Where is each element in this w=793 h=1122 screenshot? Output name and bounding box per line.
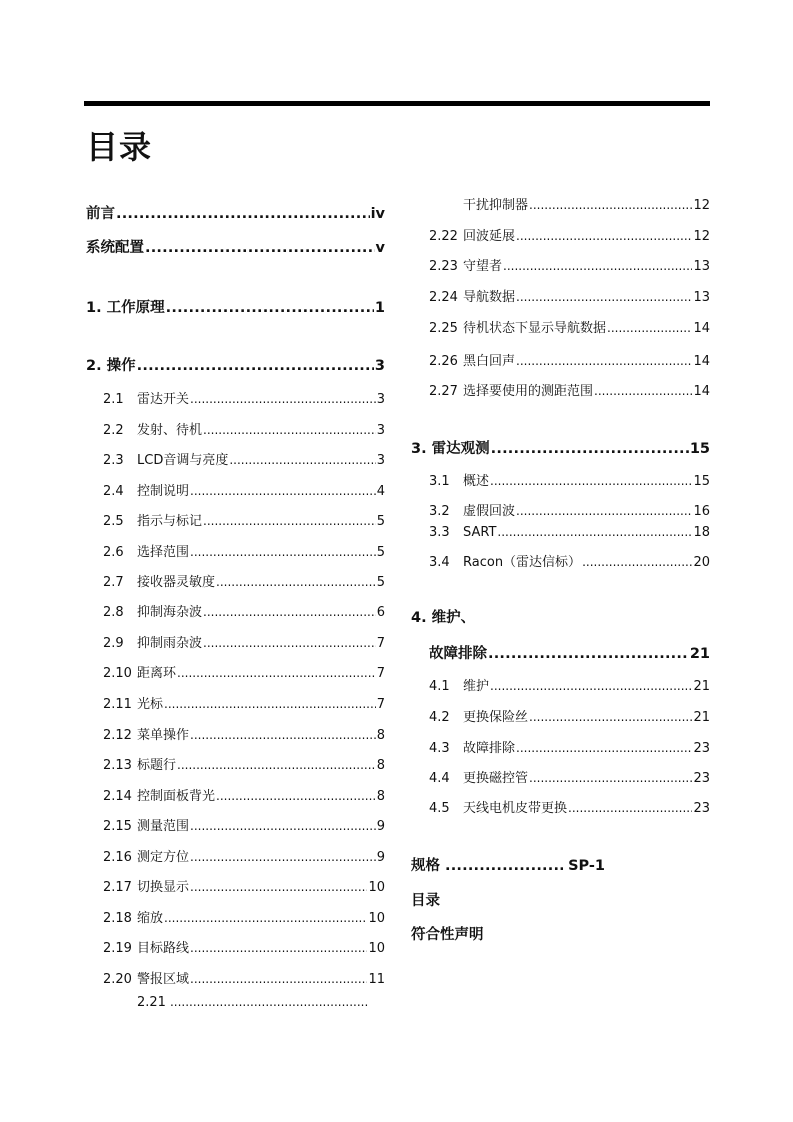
toc-entry[interactable] (103, 785, 385, 805)
toc-entry-label: 回波延展 (463, 229, 516, 244)
toc-entry[interactable] (103, 754, 385, 774)
leader-dots (190, 972, 367, 986)
leader-dots (488, 646, 689, 662)
toc-entry-page: 11 (368, 972, 385, 987)
toc-entry[interactable] (103, 419, 385, 439)
leader-dots (490, 679, 692, 693)
toc-entry-number: 2.18 (103, 911, 132, 926)
toc-entry-page: 8 (376, 728, 385, 743)
toc-entry-label: 导航数据 (463, 290, 516, 305)
leader-dots (145, 240, 375, 256)
toc-entry[interactable] (103, 632, 385, 652)
toc-entry-page: 10 (368, 880, 385, 895)
toc-entry-label: 控制说明 (137, 484, 190, 499)
leader-dots (529, 771, 692, 785)
toc-entry-label: 守望者 (463, 259, 503, 274)
toc-entry-page: 14 (693, 321, 710, 336)
leader-dots (229, 453, 375, 467)
toc-entry[interactable] (103, 968, 385, 988)
leader-dots (216, 789, 376, 803)
toc-entry-label: 选择范围 (137, 545, 190, 560)
toc-entry-number: 2.12 (103, 728, 132, 743)
toc-entry[interactable] (429, 255, 710, 275)
toc-entry-page: 13 (693, 259, 710, 274)
toc-entry-number: 2.17 (103, 880, 132, 895)
toc-entry-page: 15 (693, 474, 710, 489)
toc-entry-label: 指示与标记 (137, 514, 203, 529)
toc-entry-number: 2.10 (103, 666, 132, 681)
leader-dots (490, 474, 692, 488)
leader-dots (516, 504, 692, 518)
leader-dots (216, 575, 376, 589)
toc-entry-label: 干扰抑制器 (463, 198, 529, 213)
toc-entry-label: 虚假回波 (463, 504, 516, 519)
toc-entry-label: 抑制雨杂波 (137, 636, 203, 651)
toc-entry-label: 更换磁控管 (463, 771, 529, 786)
toc-entry-number: 2.21 (137, 995, 166, 1010)
toc-entry-page: 7 (376, 666, 385, 681)
toc-entry[interactable] (103, 907, 385, 927)
leader-dots (190, 392, 376, 406)
toc-entry-page: 1 (374, 300, 385, 316)
toc-entry-number: 4.5 (429, 801, 450, 816)
toc-entry[interactable] (429, 551, 710, 571)
leader-dots (190, 545, 376, 559)
toc-entry-contents[interactable]: 目录 (411, 893, 440, 909)
toc-entry-page: 6 (376, 605, 385, 620)
leader-dots (164, 697, 376, 711)
toc-entry-page: 13 (693, 290, 710, 305)
toc-entry-chapter-2[interactable] (86, 354, 385, 374)
toc-entry-number: 2.15 (103, 819, 132, 834)
leader-dots (190, 728, 376, 742)
toc-entry-number: 2.5 (103, 514, 124, 529)
leader-dots (190, 484, 376, 498)
toc-entry-chapter-4-line1[interactable]: 4. 维护、 (411, 610, 476, 626)
toc-entry[interactable] (103, 449, 385, 469)
toc-entry-number: 2.11 (103, 697, 132, 712)
toc-entry-number: 2.9 (103, 636, 124, 651)
toc-entry-page: 8 (376, 758, 385, 773)
toc-entry[interactable] (103, 601, 385, 621)
toc-entry-number: 2.2 (103, 423, 124, 438)
toc-entry-continued[interactable] (463, 194, 710, 214)
toc-entry-system-config[interactable] (86, 236, 385, 256)
toc-entry-label: 雷达开关 (137, 392, 190, 407)
toc-entry-label: 光标 (137, 697, 164, 712)
toc-entry-label: 警报区域 (137, 972, 190, 987)
toc-entry-number: 2.6 (103, 545, 124, 560)
toc-entry[interactable] (103, 662, 385, 682)
toc-entry-label: 3. 雷达观测 (411, 441, 490, 457)
toc-entry[interactable] (103, 480, 385, 500)
toc-entry-page: 23 (693, 801, 710, 816)
leader-dots (190, 941, 367, 955)
toc-entry-label: LCD音调与亮度 (137, 453, 229, 468)
toc-entry-label: 维护 (463, 679, 490, 694)
toc-entry[interactable] (137, 995, 370, 1015)
top-rule (84, 101, 710, 106)
toc-entry-label: 2. 操作 (86, 358, 136, 374)
toc-entry-page: 7 (376, 636, 385, 651)
toc-entry-label: 故障排除 (429, 646, 487, 662)
toc-entry-page: 23 (693, 741, 710, 756)
toc-entry-number: 4.2 (429, 710, 450, 725)
toc-entry-number: 2.1 (103, 392, 124, 407)
toc-entry[interactable] (103, 571, 385, 591)
toc-entry-page: 8 (376, 789, 385, 804)
leader-dots (177, 758, 376, 772)
toc-entry-number: 2.22 (429, 229, 458, 244)
toc-entry-conformity[interactable]: 符合性声明 (411, 927, 484, 943)
toc-entry-page: 20 (693, 555, 710, 570)
leader-dots (529, 198, 692, 212)
toc-entry-specifications[interactable] (411, 854, 605, 874)
toc-entry-label: 天线电机皮带更换 (463, 801, 568, 816)
toc-entry[interactable] (103, 846, 385, 866)
toc-entry-label: 选择要使用的测距范围 (463, 384, 594, 399)
toc-entry-label: 目标路线 (137, 941, 190, 956)
toc-entry-number: 3.4 (429, 555, 450, 570)
leader-dots (594, 384, 692, 398)
toc-entry-page: 21 (693, 679, 710, 694)
toc-entry-number: 2.20 (103, 972, 132, 987)
toc-entry[interactable] (103, 693, 385, 713)
toc-entry-page: 10 (368, 941, 385, 956)
toc-entry-label: 标题行 (137, 758, 177, 773)
toc-entry[interactable] (429, 737, 710, 757)
toc-entry-number: 2.27 (429, 384, 458, 399)
toc-entry-label: 距离环 (137, 666, 177, 681)
leader-dots (203, 636, 376, 650)
toc-entry-label: 规格 (411, 858, 440, 874)
toc-entry[interactable] (429, 797, 710, 817)
toc-entry-label: Racon（雷达信标） (463, 555, 582, 570)
leader-dots (607, 321, 692, 335)
toc-entry[interactable] (429, 706, 710, 726)
toc-entry-number: 2.16 (103, 850, 132, 865)
leader-dots (164, 911, 367, 925)
toc-entry-number: 2.8 (103, 605, 124, 620)
toc-entry-page: 7 (376, 697, 385, 712)
leader-dots (497, 525, 692, 539)
toc-entry[interactable] (429, 225, 710, 245)
toc-entry[interactable] (429, 350, 710, 370)
toc-entry-page: 5 (376, 545, 385, 560)
toc-entry-number: 3.3 (429, 525, 450, 540)
toc-entry[interactable] (429, 525, 710, 545)
toc-entry-number: 2.7 (103, 575, 124, 590)
leader-dots (137, 358, 374, 374)
toc-entry-page: 15 (689, 441, 710, 457)
leader-dots (190, 850, 376, 864)
toc-entry-page: 16 (693, 504, 710, 519)
toc-entry-page: 14 (693, 354, 710, 369)
toc-entry-number: 2.24 (429, 290, 458, 305)
toc-entry-label: 测量范围 (137, 819, 190, 834)
leader-dots (177, 666, 376, 680)
toc-entry-page: 9 (376, 819, 385, 834)
toc-entry-chapter-1[interactable] (86, 296, 385, 316)
leader-dots (170, 995, 369, 1009)
page-title: 目录 (86, 128, 153, 166)
leader-dots (516, 741, 692, 755)
leader-dots (529, 710, 692, 724)
toc-entry-number: 2.4 (103, 484, 124, 499)
toc-entry-label: SART (463, 525, 497, 540)
toc-entry-label: 缩放 (137, 911, 164, 926)
toc-entry-page: 3 (374, 358, 385, 374)
leader-dots (491, 441, 689, 457)
toc-entry-label: 发射、待机 (137, 423, 203, 438)
toc-entry-label: 概述 (463, 474, 490, 489)
leader-dots (445, 858, 563, 874)
toc-entry-page: 3 (376, 392, 385, 407)
toc-entry[interactable] (429, 470, 710, 490)
toc-entry-page: iv (370, 206, 385, 222)
leader-dots (516, 290, 692, 304)
toc-entry-chapter-3[interactable] (411, 437, 710, 457)
leader-dots (166, 300, 374, 316)
toc-entry-label: 抑制海杂波 (137, 605, 203, 620)
toc-entry-page: 9 (376, 850, 385, 865)
toc-entry-label: 切换显示 (137, 880, 190, 895)
toc-entry-label: 接收器灵敏度 (137, 575, 216, 590)
toc-entry-page: 5 (376, 514, 385, 529)
toc-entry-page: 4 (376, 484, 385, 499)
toc-entry[interactable] (103, 937, 385, 957)
toc-entry[interactable] (103, 510, 385, 530)
toc-entry-page: 12 (693, 229, 710, 244)
toc-entry-page: 5 (376, 575, 385, 590)
toc-entry-label: 故障排除 (463, 741, 516, 756)
toc-entry-number: 2.19 (103, 941, 132, 956)
toc-entry[interactable] (103, 388, 385, 408)
toc-entry-label: 控制面板背光 (137, 789, 216, 804)
leader-dots (516, 354, 692, 368)
toc-entry-label: 菜单操作 (137, 728, 190, 743)
toc-entry-label: 更换保险丝 (463, 710, 529, 725)
toc-entry-page: v (375, 240, 385, 256)
leader-dots (116, 206, 370, 222)
leader-dots (190, 880, 367, 894)
toc-entry[interactable] (429, 286, 710, 306)
toc-entry-label: 待机状态下显示导航数据 (463, 321, 607, 336)
toc-entry[interactable] (103, 815, 385, 835)
toc-entry[interactable] (429, 675, 710, 695)
toc-entry[interactable] (429, 380, 710, 400)
leader-dots (568, 801, 692, 815)
toc-entry-number: 3.1 (429, 474, 450, 489)
toc-entry-number: 2.26 (429, 354, 458, 369)
toc-entry-number: 2.25 (429, 321, 458, 336)
toc-entry[interactable] (103, 541, 385, 561)
toc-entry-number: 2.23 (429, 259, 458, 274)
toc-entry-page: 3 (376, 453, 385, 468)
toc-entry-page: 10 (368, 911, 385, 926)
toc-entry[interactable] (103, 876, 385, 896)
toc-entry[interactable] (429, 767, 710, 787)
leader-dots (516, 229, 692, 243)
toc-entry-page: 18 (693, 525, 710, 540)
toc-entry-page: SP-1 (568, 858, 605, 874)
toc-entry-page: 3 (376, 423, 385, 438)
leader-dots (582, 555, 692, 569)
toc-entry-chapter-4[interactable] (429, 642, 710, 662)
leader-dots (190, 819, 376, 833)
toc-entry-page: 21 (693, 710, 710, 725)
toc-entry-label: 1. 工作原理 (86, 300, 165, 316)
leader-dots (203, 423, 376, 437)
toc-entry[interactable] (429, 500, 710, 520)
toc-entry[interactable] (103, 724, 385, 744)
toc-entry-number: 4.1 (429, 679, 450, 694)
toc-entry-number: 2.14 (103, 789, 132, 804)
leader-dots (503, 259, 692, 273)
toc-entry-number: 2.3 (103, 453, 124, 468)
toc-entry-number: 4.3 (429, 741, 450, 756)
toc-entry-page: 23 (693, 771, 710, 786)
toc-entry-page: 21 (689, 646, 710, 662)
toc-entry-preface[interactable] (86, 202, 385, 222)
toc-entry-number: 4.4 (429, 771, 450, 786)
toc-entry-label: 黑白回声 (463, 354, 516, 369)
toc-entry-label: 系统配置 (86, 240, 144, 256)
toc-entry-number: 2.13 (103, 758, 132, 773)
toc-entry-label: 前言 (86, 206, 115, 222)
toc-entry-page: 12 (693, 198, 710, 213)
toc-entry[interactable] (429, 317, 710, 337)
leader-dots (203, 605, 376, 619)
toc-entry-page: 14 (693, 384, 710, 399)
leader-dots (203, 514, 376, 528)
toc-entry-number: 3.2 (429, 504, 450, 519)
toc-entry-label: 测定方位 (137, 850, 190, 865)
